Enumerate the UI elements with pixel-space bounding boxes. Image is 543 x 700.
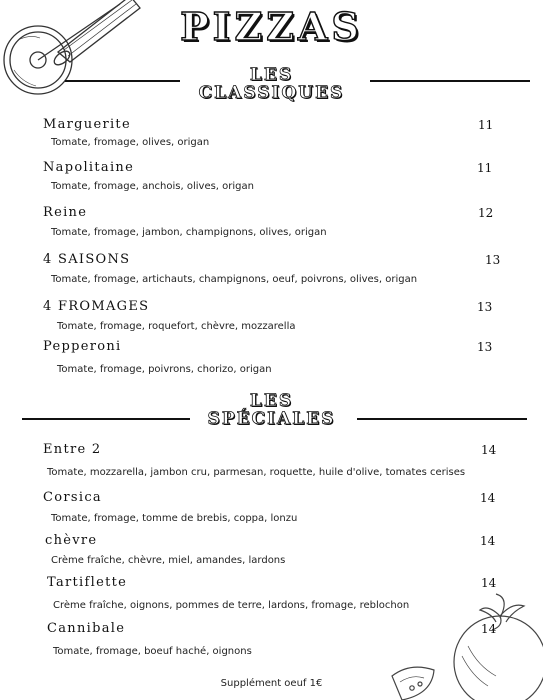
menu-item-price: 13 xyxy=(485,253,501,267)
menu-item-description: Crème fraîche, chèvre, miel, amandes, lardons xyxy=(51,555,286,566)
menu-item-name: 4 SAISONS xyxy=(43,252,131,267)
menu-item-name: Reine xyxy=(43,205,88,220)
menu-item-name: Tartiflette xyxy=(47,575,128,590)
menu-item-description: Tomate, fromage, olives, origan xyxy=(51,137,210,148)
menu-item-description: Tomate, fromage, artichauts, champignons, oeuf, poivrons, olives, origan xyxy=(51,274,418,285)
menu-item-description: Tomate, fromage, jambon, champignons, olives, origan xyxy=(51,227,327,238)
menu-item-price: 14 xyxy=(481,576,497,590)
menu-item-price: 14 xyxy=(480,534,496,548)
menu-item-description: Tomate, fromage, anchois, olives, origan xyxy=(51,181,254,192)
menu-item-description: Tomate, fromage, boeuf haché, oignons xyxy=(53,646,252,657)
menu-item-name: Pepperoni xyxy=(43,339,122,354)
menu-item-description: Tomate, mozzarella, jambon cru, parmesan, roquette, huile d'olive, tomates cerises xyxy=(47,467,466,478)
menu-item-description: Tomate, fromage, tomme de brebis, coppa, lonzu xyxy=(51,513,298,524)
section-heading-line2: CLASSIQUES xyxy=(198,83,345,103)
menu-item-description: Tomate, fromage, poivrons, chorizo, origan xyxy=(57,364,272,375)
supplement-note: Supplément oeuf 1€ xyxy=(220,678,323,689)
menu-item-name: Corsica xyxy=(43,490,102,505)
section-heading-line2: SPÉCIALES xyxy=(207,409,336,429)
menu-item-price: 11 xyxy=(478,118,494,132)
menu-item-description: Tomate, fromage, roquefort, chèvre, mozzarella xyxy=(57,321,296,332)
menu-item-price: 14 xyxy=(480,491,496,505)
menu-item-price: 13 xyxy=(477,300,493,314)
page-title: PIZZAS xyxy=(180,4,363,49)
section-heading-line1: LES xyxy=(249,65,294,85)
section-heading-classiques xyxy=(0,66,543,102)
menu-item-price: 11 xyxy=(477,161,493,175)
menu-item-name: chèvre xyxy=(45,533,98,548)
menu-item-price: 13 xyxy=(477,340,493,354)
menu-item-price: 14 xyxy=(481,443,497,457)
section-heading-speciales xyxy=(0,392,543,428)
section-heading-line1: LES xyxy=(249,391,294,411)
menu-item-name: Cannibale xyxy=(47,621,126,636)
menu-item-name: Entre 2 xyxy=(43,442,102,457)
menu-item-description: Crème fraîche, oignons, pommes de terre, lardons, fromage, reblochon xyxy=(53,600,410,611)
menu-item-name: 4 FROMAGES xyxy=(43,299,150,314)
menu-item-name: Napolitaine xyxy=(43,160,135,175)
menu-item-price: 14 xyxy=(481,622,497,636)
menu-item-price: 12 xyxy=(478,206,494,220)
menu-item-name: Marguerite xyxy=(43,117,131,132)
